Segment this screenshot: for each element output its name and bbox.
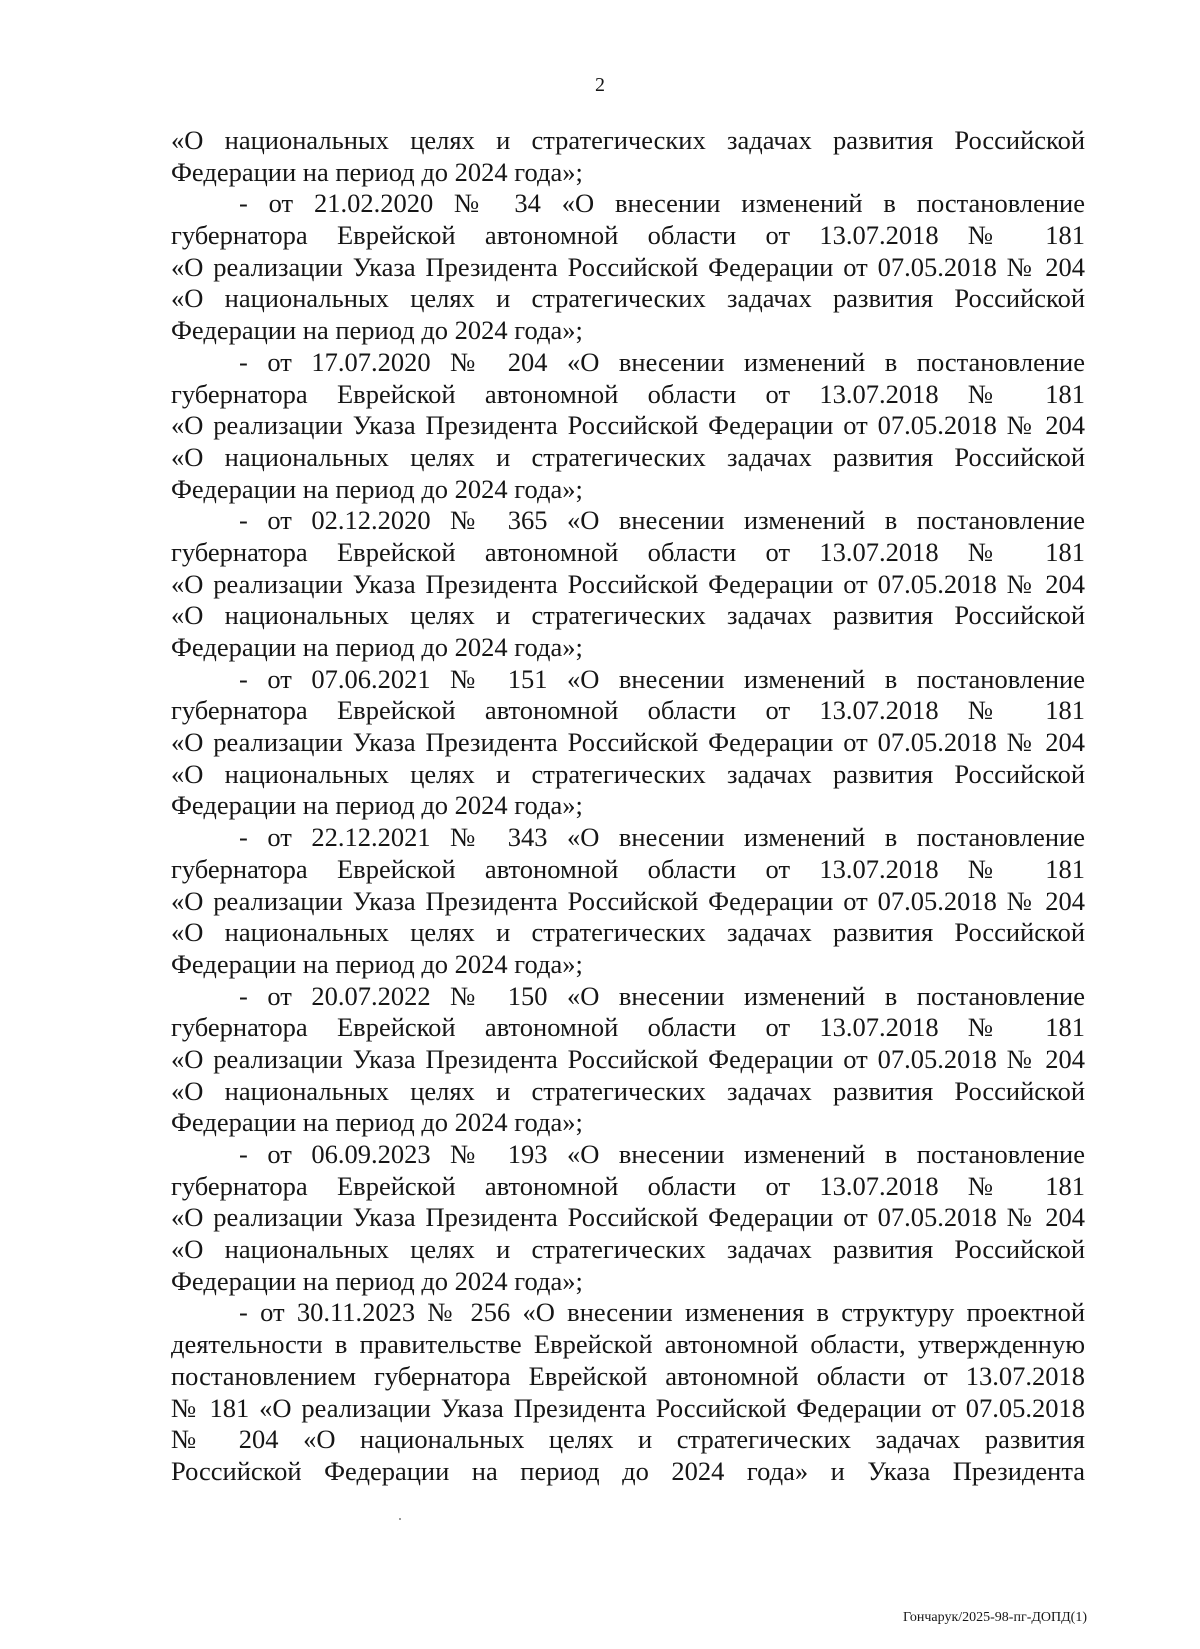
text-line: губернатора Еврейской автономной области от 13.07.2018 № 181 <box>171 853 1085 884</box>
paragraph-first-line: - от 07.06.2021 № 151 «О внесении изменений в постановление <box>239 663 1085 694</box>
text-line: Российской Федерации на период до 2024 года» и Указа Президента <box>171 1455 1085 1486</box>
text-line: губернатора Еврейской автономной области от 13.07.2018 № 181 <box>171 220 1085 251</box>
paragraph-first-line: - от 20.07.2022 № 150 «О внесении изменений в постановление <box>239 980 1085 1011</box>
paragraph-first-line: - от 22.12.2021 № 343 «О внесении изменений в постановление <box>239 822 1085 853</box>
text-line: № 204 «О национальных целях и стратегических задачах развития <box>171 1424 1085 1455</box>
text-line: «О национальных целях и стратегических задачах развития Российской <box>171 441 1085 472</box>
text-line: «О реализации Указа Президента Российской Федерации от 07.05.2018 № 204 <box>171 251 1085 282</box>
text-line: «О реализации Указа Президента Российской Федерации от 07.05.2018 № 204 <box>171 1202 1085 1233</box>
text-line: «О национальных целях и стратегических задачах развития Российской <box>171 1075 1085 1106</box>
paragraph-first-line: - от 02.12.2020 № 365 «О внесении изменений в постановление <box>239 505 1085 536</box>
text-line: «О реализации Указа Президента Российской Федерации от 07.05.2018 № 204 <box>171 1043 1085 1074</box>
text-line: губернатора Еврейской автономной области от 13.07.2018 № 181 <box>171 378 1085 409</box>
text-line: «О национальных целях и стратегических задачах развития Российской <box>171 600 1085 631</box>
text-line: Федерации на период до 2024 года»; <box>171 156 583 187</box>
text-line: «О национальных целях и стратегических задачах развития Российской <box>171 283 1085 314</box>
paragraph-first-line: - от 06.09.2023 № 193 «О внесении изменений в постановление <box>239 1139 1085 1169</box>
document-body <box>171 125 1085 1488</box>
text-line: «О реализации Указа Президента Российской Федерации от 07.05.2018 № 204 <box>171 727 1085 758</box>
text-line: «О национальных целях и стратегических задачах развития Российской <box>171 758 1085 789</box>
document-footer-code: Гончарук/2025-98-пг-ДОПД(1) <box>903 1610 1087 1625</box>
text-line: «О реализации Указа Президента Российской Федерации от 07.05.2018 № 204 <box>171 885 1085 916</box>
paragraph-first-line: - от 21.02.2020 № 34 «О внесении изменений в постановление <box>239 188 1085 219</box>
text-line: Федерации на период до 2024 года»; <box>171 1107 583 1138</box>
text-line: губернатора Еврейской автономной области от 13.07.2018 № 181 <box>171 695 1085 726</box>
page-number: 2 <box>595 74 605 96</box>
paragraph-first-line: - от 17.07.2020 № 204 «О внесении изменений в постановление <box>239 346 1085 377</box>
text-line: Федерации на период до 2024 года»; <box>171 473 583 504</box>
text-line: губернатора Еврейской автономной области от 13.07.2018 № 181 <box>171 1012 1085 1043</box>
text-line: «О реализации Указа Президента Российской Федерации от 07.05.2018 № 204 <box>171 568 1085 599</box>
text-line: губернатора Еврейской автономной области от 13.07.2018 № 181 <box>171 1170 1085 1201</box>
paragraph-first-line: - от 30.11.2023 № 256 «О внесении изменения в структуру проектной <box>239 1297 1085 1328</box>
text-line: Федерации на период до 2024 года»; <box>171 315 583 346</box>
text-line: Федерации на период до 2024 года»; <box>171 948 583 979</box>
text-line: постановлением губернатора Еврейской автономной области от 13.07.2018 <box>171 1360 1085 1391</box>
text-line: № 181 «О реализации Указа Президента Российской Федерации от 07.05.2018 <box>171 1392 1085 1423</box>
text-line: Федерации на период до 2024 года»; <box>171 1265 583 1296</box>
scan-speck <box>399 1518 401 1520</box>
text-line: «О национальных целях и стратегических задачах развития Российской <box>171 917 1085 948</box>
text-line: деятельности в правительстве Еврейской автономной области, утвержденную <box>171 1329 1085 1360</box>
text-line: «О национальных целях и стратегических задачах развития Российской <box>171 1234 1085 1265</box>
text-line: «О национальных целях и стратегических задачах развития Российской <box>171 125 1085 155</box>
text-line: губернатора Еврейской автономной области от 13.07.2018 № 181 <box>171 536 1085 567</box>
text-line: Федерации на период до 2024 года»; <box>171 632 583 662</box>
text-line: Федерации на период до 2024 года»; <box>171 790 583 821</box>
text-line: «О реализации Указа Президента Российской Федерации от 07.05.2018 № 204 <box>171 410 1085 441</box>
